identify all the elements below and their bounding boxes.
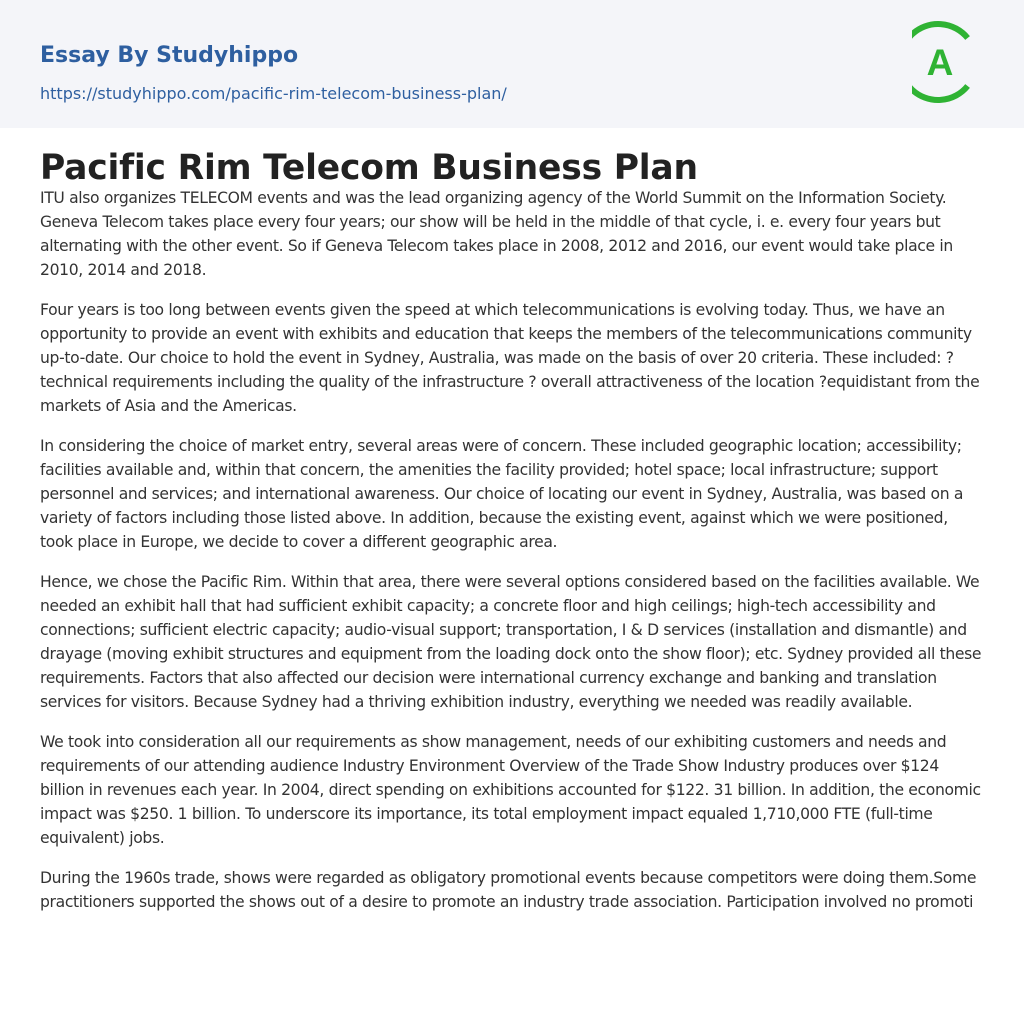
essay-paragraph: We took into consideration all our requirements as show management, needs of our exhibiting customers and needs and requirements of our attending audience Industry Environment Overview of the Trade Show Industry produces over $124 billion in revenues each year. In 2004, direct spending on exhibitions accounted for $122. 31 billion. In addition, the economic impact was $250. 1 billion. To underscore its importance, its total employment impact equaled 1,710,000 FTE (full-time equivalent) jobs. xyxy=(40,733,981,847)
essay-title: Pacific Rim Telecom Business Plan xyxy=(40,148,698,188)
essay-paragraph: During the 1960s trade, shows were regarded as obligatory promotional events because competitors were doing them.Some practitioners supported the shows out of a desire to promote an industry trade association. Participation involved no promoti xyxy=(40,869,977,911)
essay-paragraph: In considering the choice of market entry, several areas were of concern. These included geographic location; accessibility; facilities available and, within that concern, the amenities the facility provided; hotel space; local infrastructure; support personnel and services; and international awareness. Our choice of locating our event in Sydney, Australia, was based on a variety of factors including those listed above. In addition, because the existing event, against which we were positioned, took place in Europe, we decide to cover a different geographic area. xyxy=(40,437,964,551)
essay-content xyxy=(0,128,1024,914)
essay-paragraph: ITU also organizes TELECOM events and was the lead organizing agency of the World Summit on the Information Society. Geneva Telecom takes place every four years; our show will be held in the middle of that cycle, i. e. every four years but alternating with the other event. So if Geneva Telecom takes place in 2008, 2012 and 2016, our event would take place in 2010, 2014 and 2018. xyxy=(40,189,953,279)
site-header xyxy=(0,0,1024,128)
studyhippo-a-logo-icon[interactable] xyxy=(912,18,988,106)
essay-paragraph: Hence, we chose the Pacific Rim. Within that area, there were several options considered based on the facilities available. We needed an exhibit hall that had sufficient exhibit capacity; a concrete floor and high ceilings; high-tech accessibility and connections; sufficient electric capacity; audio-visual support; transportation, I & D services (installation and dismantle) and drayage (moving exhibit structures and equipment from the loading dock onto the show floor); etc. Sydney provided all these requirements. Factors that also affected our decision were international currency exchange and banking and translation services for visitors. Because Sydney had a thriving exhibition industry, everything we needed was readily available. xyxy=(40,573,982,711)
logo-letter: A xyxy=(926,42,954,83)
essay-paragraph: Four years is too long between events given the speed at which telecommunications is evolving today. Thus, we have an opportunity to provide an event with exhibits and education that keeps the members of the telecommunications community up-to-date. Our choice to hold the event in Sydney, Australia, was made on the basis of over 20 criteria. These included: ? technical requirements including the quality of the infrastructure ? overall attractiveness of the location ?equidistant from the markets of Asia and the Americas. xyxy=(40,301,980,415)
essay-url-link[interactable]: https://studyhippo.com/pacific-rim-telecom-business-plan/ xyxy=(40,84,507,103)
site-brand[interactable]: Essay By Studyhippo xyxy=(40,43,299,68)
